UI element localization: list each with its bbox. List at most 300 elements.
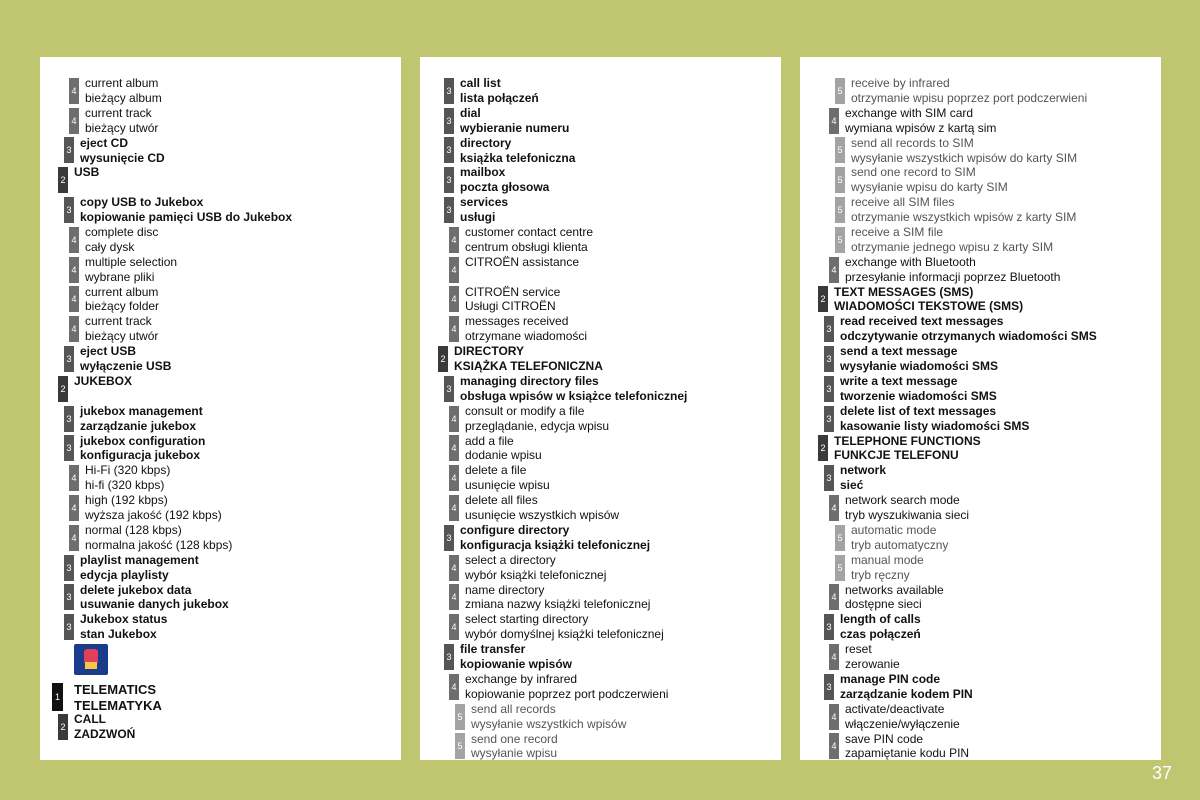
entry-line-english: jukebox configuration xyxy=(80,433,206,448)
level-badge: 3 xyxy=(64,406,74,432)
entry-line-english: call list xyxy=(460,76,501,90)
menu-entry-level-4 xyxy=(420,285,781,315)
entry-line-polish: zapamiętanie kodu PIN xyxy=(845,746,970,761)
entry-line-english: CALL xyxy=(74,711,106,726)
entry-line-english: multiple selection xyxy=(85,254,178,269)
entry-line-polish: tryb automatyczny xyxy=(851,537,949,552)
menu-entry-level-4 xyxy=(420,612,781,642)
menu-entry-level-5 xyxy=(800,195,1161,225)
menu-entry-level-3 xyxy=(420,195,781,225)
entry-text xyxy=(40,225,401,255)
entry-line-polish: wysyłanie wszystkich wpisów do karty SIM xyxy=(851,150,1078,165)
entry-text xyxy=(40,195,401,225)
entry-line-polish: wybór domyślnej książki telefonicznej xyxy=(465,627,664,642)
entry-text xyxy=(800,285,1161,315)
menu-entry-level-2 xyxy=(420,344,781,374)
entry-line-polish: książka telefoniczna xyxy=(460,150,576,165)
level-badge: 4 xyxy=(449,316,459,342)
entry-text xyxy=(800,344,1161,374)
level-badge: 5 xyxy=(835,167,845,193)
menu-entry-level-2 xyxy=(800,285,1161,315)
level-badge: 4 xyxy=(69,316,79,342)
entry-line-polish: czas połączeń xyxy=(840,627,921,642)
menu-entry-level-4 xyxy=(420,672,781,702)
entry-line-polish: Usługi CITROËN xyxy=(465,299,556,314)
menu-entry-level-3 xyxy=(420,136,781,166)
entry-text xyxy=(40,434,401,464)
entry-text xyxy=(420,523,781,553)
entry-text xyxy=(40,314,401,344)
menu-entry-level-2 xyxy=(40,165,401,195)
entry-text xyxy=(420,553,781,583)
entry-line-english: save PIN code xyxy=(845,731,924,746)
entry-line-polish: wyłączenie USB xyxy=(80,359,172,374)
entry-text xyxy=(420,314,781,344)
level-badge: 2 xyxy=(818,435,828,461)
entry-line-polish: usunięcie wszystkich wpisów xyxy=(465,508,620,523)
entry-line-polish: bieżący utwór xyxy=(85,120,159,135)
entry-line-english: length of calls xyxy=(840,612,921,627)
menu-entry-level-4 xyxy=(800,493,1161,523)
entry-text xyxy=(800,255,1161,285)
entry-text xyxy=(40,583,401,613)
menu-entry-level-5 xyxy=(800,165,1161,195)
level-badge: 4 xyxy=(449,227,459,253)
level-badge: 4 xyxy=(449,465,459,491)
entry-text xyxy=(800,136,1161,166)
entry-line-english: playlist management xyxy=(80,552,199,567)
entry-line-english: current album xyxy=(85,76,159,90)
entry-line-polish: usuwanie danych jukebox xyxy=(80,597,229,612)
entry-line-polish: tryb ręczny xyxy=(851,567,910,582)
entry-line-english: consult or modify a file xyxy=(465,403,585,418)
entry-text xyxy=(800,463,1161,493)
entry-line-polish: wyższa jakość (192 kbps) xyxy=(85,508,222,523)
entry-line-polish: wybór książki telefonicznej xyxy=(465,567,607,582)
menu-entry-level-5 xyxy=(800,136,1161,166)
entry-text xyxy=(800,165,1161,195)
entry-line-polish: odczytywanie otrzymanych wiadomości SMS xyxy=(840,329,1097,344)
entry-text xyxy=(420,672,781,702)
entry-text xyxy=(40,285,401,315)
entry-line-polish: kopiowanie poprzez port podczerwieni xyxy=(465,686,669,701)
entry-text xyxy=(800,583,1161,613)
level-badge: 3 xyxy=(444,525,454,551)
level-badge: 5 xyxy=(835,227,845,253)
entry-line-english: reset xyxy=(845,642,872,657)
entry-line-polish: zerowanie xyxy=(845,657,900,672)
level-badge: 2 xyxy=(438,346,448,372)
menu-entry-level-4 xyxy=(800,255,1161,285)
entry-text xyxy=(420,285,781,315)
entry-line-polish: włączenie/wyłączenie xyxy=(845,716,960,731)
entry-text xyxy=(800,314,1161,344)
entry-line-polish xyxy=(465,270,781,285)
entry-line-polish: edycja playlisty xyxy=(80,567,169,582)
entry-line-polish: bieżący folder xyxy=(85,299,160,314)
level-badge: 3 xyxy=(824,614,834,640)
entry-line-polish: centrum obsługi klienta xyxy=(465,239,588,254)
entry-line-english: exchange with Bluetooth xyxy=(845,254,976,269)
menu-entry-level-3 xyxy=(800,612,1161,642)
entry-text xyxy=(40,493,401,523)
menu-entry-level-4 xyxy=(800,702,1161,732)
menu-entry-level-5 xyxy=(420,732,781,762)
level-badge: 5 xyxy=(835,197,845,223)
menu-entry-level-4 xyxy=(420,225,781,255)
menu-entry-level-4 xyxy=(40,314,401,344)
level-badge: 4 xyxy=(449,674,459,700)
entry-text xyxy=(420,374,781,404)
menu-entry-level-4 xyxy=(420,404,781,434)
entry-line-english: delete list of text messages xyxy=(840,403,997,418)
menu-entry-level-4 xyxy=(40,285,401,315)
level-badge: 4 xyxy=(449,555,459,581)
menu-entry-level-3 xyxy=(800,314,1161,344)
level-badge: 3 xyxy=(444,197,454,223)
entry-text xyxy=(800,523,1161,553)
entry-line-english: add a file xyxy=(465,433,514,448)
entry-text xyxy=(800,195,1161,225)
menu-entry-level-3 xyxy=(420,642,781,672)
menu-entry-level-3 xyxy=(800,344,1161,374)
entry-line-polish: lista połączeń xyxy=(460,90,539,105)
entry-line-polish: sieć xyxy=(840,478,864,493)
column-left xyxy=(40,57,401,760)
entry-text xyxy=(40,255,401,285)
entry-line-polish: wysyłanie wpisu xyxy=(471,746,558,761)
entry-line-english: messages received xyxy=(465,314,569,329)
level-badge: 3 xyxy=(64,346,74,372)
menu-entry-level-4 xyxy=(800,642,1161,672)
entry-line-polish: dostępne sieci xyxy=(845,597,922,612)
entry-line-english: receive all SIM files xyxy=(851,195,955,210)
entry-text xyxy=(40,136,401,166)
entry-line-polish xyxy=(74,180,401,195)
level-badge: 3 xyxy=(64,555,74,581)
entry-line-english: network search mode xyxy=(845,493,960,508)
level-badge: 4 xyxy=(449,614,459,640)
entry-text xyxy=(420,642,781,672)
entry-line-polish: tworzenie wiadomości SMS xyxy=(840,388,997,403)
entry-line-polish: otrzymanie wszystkich wpisów z karty SIM xyxy=(851,210,1077,225)
entry-line-polish: cały dysk xyxy=(85,239,135,254)
entry-text xyxy=(800,612,1161,642)
entry-line-polish: FUNKCJE TELEFONU xyxy=(834,448,959,463)
entry-line-english: current track xyxy=(85,314,152,329)
entry-line-english: JUKEBOX xyxy=(74,373,133,388)
level-badge: 4 xyxy=(69,495,79,521)
entry-line-english: send a text message xyxy=(840,344,958,359)
level-badge: 4 xyxy=(69,525,79,551)
level-badge: 4 xyxy=(449,435,459,461)
entry-line-english: customer contact centre xyxy=(465,224,594,239)
level-badge: 4 xyxy=(69,286,79,312)
entry-text xyxy=(40,344,401,374)
level-badge: 3 xyxy=(444,78,454,104)
level-badge: 4 xyxy=(449,257,459,283)
entry-line-polish: konfiguracja jukebox xyxy=(80,448,201,463)
menu-entry-level-3 xyxy=(800,463,1161,493)
level-badge: 3 xyxy=(444,108,454,134)
menu-entry-level-4 xyxy=(800,106,1161,136)
entry-text xyxy=(800,106,1161,136)
menu-entry-level-3 xyxy=(420,523,781,553)
entry-line-english: manage PIN code xyxy=(840,671,941,686)
entry-line-english: exchange with SIM card xyxy=(845,105,974,120)
menu-entry-level-3 xyxy=(800,404,1161,434)
entry-text xyxy=(420,195,781,225)
entry-line-english: file transfer xyxy=(460,642,526,657)
entry-line-polish: zarządzanie kodem PIN xyxy=(840,686,973,701)
entry-text xyxy=(420,434,781,464)
menu-entry-level-4 xyxy=(420,463,781,493)
level-badge: 4 xyxy=(829,644,839,670)
entry-line-polish: zarządzanie jukebox xyxy=(80,418,197,433)
entry-line-english: managing directory files xyxy=(460,373,599,388)
entry-line-polish: otrzymane wiadomości xyxy=(465,329,588,344)
entry-text xyxy=(40,712,401,742)
level-badge: 4 xyxy=(69,257,79,283)
level-badge: 3 xyxy=(444,137,454,163)
entry-text xyxy=(420,732,781,762)
entry-text xyxy=(420,493,781,523)
menu-entry-level-5 xyxy=(420,702,781,732)
entry-text xyxy=(420,404,781,434)
entry-text xyxy=(420,344,781,374)
entry-line-english: delete all files xyxy=(465,493,538,508)
level-badge: 2 xyxy=(58,376,68,402)
menu-entry-level-4 xyxy=(800,583,1161,613)
entry-line-english: delete a file xyxy=(465,463,527,478)
entry-line-english: select a directory xyxy=(465,552,556,567)
menu-entry-level-4 xyxy=(420,434,781,464)
menu-entry-level-4 xyxy=(420,583,781,613)
entry-line-polish: usługi xyxy=(460,210,496,225)
level-badge: 3 xyxy=(824,674,834,700)
menu-entry-level-4 xyxy=(40,76,401,106)
entry-text xyxy=(40,463,401,493)
entry-line-english: Jukebox status xyxy=(80,612,168,627)
level-badge: 3 xyxy=(64,584,74,610)
entry-line-polish: WIADOMOŚCI TEKSTOWE (SMS) xyxy=(834,299,1024,314)
level-badge: 4 xyxy=(69,108,79,134)
menu-entry-level-4 xyxy=(40,106,401,136)
entry-line-english: services xyxy=(460,195,509,210)
menu-entry-level-3 xyxy=(40,612,401,642)
entry-line-polish: kopiowanie wpisów xyxy=(460,657,573,672)
menu-entry-level-3 xyxy=(40,583,401,613)
entry-line-polish: wybieranie numeru xyxy=(460,120,570,135)
menu-entry-level-5 xyxy=(800,553,1161,583)
entry-text xyxy=(800,642,1161,672)
entry-line-english: manual mode xyxy=(851,552,924,567)
entry-line-polish: normalna jakość (128 kbps) xyxy=(85,537,233,552)
menu-entry-level-5 xyxy=(800,225,1161,255)
entry-line-polish xyxy=(74,389,401,404)
entry-text xyxy=(420,612,781,642)
entry-text xyxy=(40,523,401,553)
entry-line-polish: otrzymanie jednego wpisu z karty SIM xyxy=(851,239,1054,254)
entry-text xyxy=(420,136,781,166)
level-badge: 3 xyxy=(824,376,834,402)
entry-line-english: receive by infrared xyxy=(851,76,950,90)
entry-line-english: jukebox management xyxy=(80,403,203,418)
menu-entry-level-4 xyxy=(800,732,1161,762)
entry-line-english: send all records xyxy=(471,701,556,716)
level-badge: 2 xyxy=(58,167,68,193)
entry-text xyxy=(420,106,781,136)
entry-text xyxy=(40,404,401,434)
level-badge: 4 xyxy=(449,584,459,610)
entry-line-english: name directory xyxy=(465,582,545,597)
entry-text xyxy=(420,702,781,732)
entry-line-polish: bieżący album xyxy=(85,90,162,105)
entry-text xyxy=(40,106,401,136)
menu-entry-level-3 xyxy=(800,672,1161,702)
entry-line-polish: wysyłanie wszystkich wpisów xyxy=(471,716,627,731)
menu-entry-level-3 xyxy=(420,374,781,404)
level-badge: 5 xyxy=(835,78,845,104)
entry-text xyxy=(800,404,1161,434)
menu-entry-level-3 xyxy=(40,434,401,464)
column-right xyxy=(800,57,1161,760)
entry-line-english: copy USB to Jukebox xyxy=(80,195,204,210)
menu-entry-level-5 xyxy=(800,76,1161,106)
entry-line-polish: kasowanie listy wiadomości SMS xyxy=(840,418,1030,433)
menu-entry-level-3 xyxy=(420,165,781,195)
entry-line-english: dial xyxy=(460,105,481,120)
entry-line-english: USB xyxy=(74,165,100,180)
az-tab xyxy=(85,662,97,669)
level-badge: 3 xyxy=(64,614,74,640)
entry-line-english: eject USB xyxy=(80,344,137,359)
entry-text xyxy=(420,225,781,255)
entry-line-polish: bieżący utwór xyxy=(85,329,159,344)
entry-line-english: write a text message xyxy=(840,373,958,388)
entry-line-polish: wysyłanie wpisu do karty SIM xyxy=(851,180,1008,195)
telematics-directory-icon xyxy=(74,644,108,675)
entry-line-english: directory xyxy=(460,135,512,150)
entry-text xyxy=(40,553,401,583)
entry-line-english: configure directory xyxy=(460,522,570,537)
entry-text xyxy=(800,493,1161,523)
entry-line-english: activate/deactivate xyxy=(845,701,945,716)
entry-line-english: receive a SIM file xyxy=(851,224,944,239)
level-badge: 1 xyxy=(52,683,63,711)
entry-line-polish: konfiguracja książki telefonicznej xyxy=(460,537,651,552)
entry-text xyxy=(420,583,781,613)
menu-entry-level-4 xyxy=(40,493,401,523)
level-badge: 5 xyxy=(455,733,465,759)
entry-line-english: delete jukebox data xyxy=(80,582,192,597)
entry-line-english: TELEMATICS xyxy=(74,682,157,698)
level-badge: 4 xyxy=(69,78,79,104)
menu-entry-level-1 xyxy=(40,682,401,712)
menu-entry-level-4 xyxy=(40,463,401,493)
entry-line-english: automatic mode xyxy=(851,522,937,537)
menu-entry-level-3 xyxy=(420,76,781,106)
level-badge: 4 xyxy=(829,257,839,283)
entry-line-english: networks available xyxy=(845,582,944,597)
entry-text xyxy=(800,434,1161,464)
level-badge: 3 xyxy=(824,316,834,342)
level-badge: 4 xyxy=(69,227,79,253)
level-badge: 3 xyxy=(64,137,74,163)
level-badge: 2 xyxy=(818,286,828,312)
level-badge: 5 xyxy=(455,704,465,730)
menu-entry-level-3 xyxy=(40,553,401,583)
entry-line-english: high (192 kbps) xyxy=(85,493,168,508)
entry-text xyxy=(800,225,1161,255)
level-badge: 3 xyxy=(444,167,454,193)
entry-line-polish: stan Jukebox xyxy=(80,627,157,642)
menu-entry-level-3 xyxy=(40,404,401,434)
entry-line-polish: obsługa wpisów w książce telefonicznej xyxy=(460,388,688,403)
level-badge: 3 xyxy=(824,346,834,372)
level-badge: 3 xyxy=(444,376,454,402)
entry-text xyxy=(800,76,1161,106)
menu-entry-level-4 xyxy=(420,493,781,523)
entry-line-polish: wymiana wpisów z kartą sim xyxy=(845,120,997,135)
menu-entry-level-3 xyxy=(420,106,781,136)
level-badge: 4 xyxy=(829,108,839,134)
menu-entry-level-3 xyxy=(40,136,401,166)
menu-entry-level-4 xyxy=(420,255,781,285)
menu-entry-level-5 xyxy=(800,523,1161,553)
level-badge: 4 xyxy=(829,733,839,759)
level-badge: 4 xyxy=(449,406,459,432)
entry-line-polish: usunięcie wpisu xyxy=(465,478,550,493)
level-badge: 3 xyxy=(64,197,74,223)
entry-line-english: TELEPHONE FUNCTIONS xyxy=(834,433,981,448)
menu-entry-level-3 xyxy=(40,344,401,374)
entry-line-english: DIRECTORY xyxy=(454,344,525,359)
entry-line-polish: KSIĄŻKA TELEFONICZNA xyxy=(454,359,603,374)
card-shape xyxy=(84,649,98,663)
entry-text xyxy=(40,374,401,404)
level-badge: 3 xyxy=(824,465,834,491)
level-badge: 5 xyxy=(835,555,845,581)
level-badge: 3 xyxy=(64,435,74,461)
level-badge: 4 xyxy=(829,495,839,521)
level-badge: 4 xyxy=(829,584,839,610)
entry-line-english: current track xyxy=(85,105,152,120)
entry-line-polish: wybrane pliki xyxy=(85,269,155,284)
menu-entry-level-3 xyxy=(40,195,401,225)
entry-line-english: CITROËN service xyxy=(465,284,561,299)
entry-line-polish: dodanie wpisu xyxy=(465,448,542,463)
level-badge: 3 xyxy=(824,406,834,432)
entry-line-polish: przeglądanie, edycja wpisu xyxy=(465,418,610,433)
entry-text xyxy=(420,165,781,195)
entry-text xyxy=(40,165,401,195)
entry-line-english: current album xyxy=(85,284,159,299)
entry-line-polish: wysyłanie wiadomości SMS xyxy=(840,359,999,374)
menu-entry-level-4 xyxy=(40,225,401,255)
entry-text xyxy=(800,672,1161,702)
entry-text xyxy=(420,76,781,106)
entry-text xyxy=(420,255,781,285)
entry-text xyxy=(40,682,401,713)
entry-line-polish: zmiana nazwy książki telefonicznej xyxy=(465,597,651,612)
level-badge: 4 xyxy=(829,704,839,730)
entry-line-english: send one record xyxy=(471,731,558,746)
entry-line-english: read received text messages xyxy=(840,314,1004,329)
level-badge: 5 xyxy=(835,525,845,551)
entry-line-english: eject CD xyxy=(80,135,129,150)
entry-text xyxy=(420,463,781,493)
